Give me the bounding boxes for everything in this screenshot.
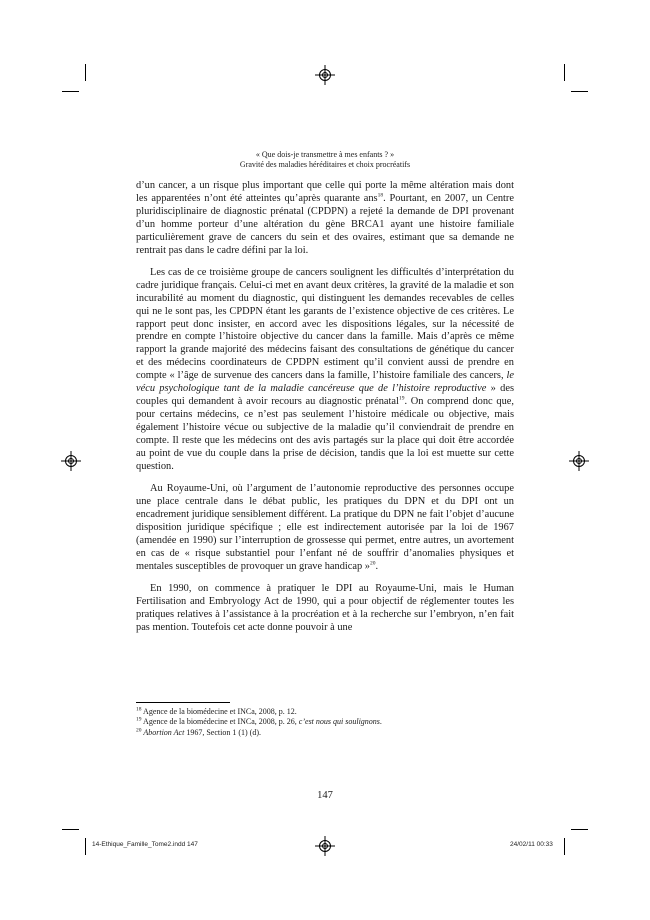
footnote-ref: 18 <box>377 192 384 199</box>
registration-target-icon <box>315 65 335 85</box>
footnote-text: Agence de la biomédecine et INCa, 2008, p. 26, <box>141 717 299 727</box>
footnote-text: Agence de la biomédecine et INCa, 2008, p. 12. <box>141 707 297 716</box>
paragraph <box>136 180 514 258</box>
crop-mark-bottom-right-h <box>571 829 588 830</box>
crop-mark-top-left-h <box>62 91 79 92</box>
footnote-separator <box>136 702 230 703</box>
footnote-20 <box>136 728 514 738</box>
footnote-19 <box>136 717 514 727</box>
footnote-italic: c’est nous qui soulignons <box>298 717 380 727</box>
paragraph <box>136 483 514 574</box>
page-number: 147 <box>317 790 333 801</box>
footnote-18 <box>136 707 514 717</box>
footnote-text: 1967, Section 1 (1) (d). <box>184 727 261 737</box>
paragraph-text: d’un cancer, a un risque plus important que celle qui porte la même altération mais dont les apparentées n’ont été atteintes qu’après quarante ans <box>136 180 514 204</box>
footnote-ref: 19 <box>398 395 405 402</box>
footnote-italic: Abortion Act <box>141 727 185 737</box>
registration-target-icon <box>569 451 589 471</box>
footnote-ref: 20 <box>370 560 376 567</box>
slug-filename: 14-Ethique_Famille_Tome2.indd 147 <box>92 841 198 848</box>
paragraph-text: En 1990, on commence à pratiquer le DPI au Royaume-Uni, mais le Human Fertilisation and Embryology Act de 1990, qui a pour objectif de réglementer toutes les pratiques relatives à l’assistance à la procréation et à la recherche sur l’embryon, n’en fait pas mention. Toutefois cet acte donne pouvoir à une <box>136 582 514 633</box>
paragraph-text: Les cas de ce troisième groupe de cancers soulignent les difficultés d’interprétation du cadre juridique français. Celui-ci met en avant deux critères, la gravité de la maladie et son incurabilité au moment du diagnostic, qui distinguent les demandes recevables de celles qui ne le sont pas, les CPDPN étant les garants de l’existence objective de ces critères. Le rapport peut donc insister, en accord avec les dispositions légales, sur la nécessité de prendre en compte l’histoire objective du cancer dans la famille. Mais d’après ce même rapport la grande majorité des médecins faisant des consultations de génétique du cancer et des médecins coordinateurs de CPDPN estiment qu’il convient aussi de prendre en compte « l’âge de survenue des cancers dans la famille, l’histoire familiale des cancers, <box>136 266 514 382</box>
crop-mark-bottom-right-v <box>564 838 565 855</box>
paragraph-text: Au Royaume-Uni, où l’argument de l’autonomie reproductive des personnes occupe une place centrale dans le débat public, les pratiques du DPN et du DPI ont un encadrement juridique sensiblement différent. La pratique du DPN ne fait l’objet d’aucune disposition juridique spécifique ; elle est indirectement autorisée par la loi de 1967 (amendée en 1990) sur l’interruption de grossesse qui permet, entre autres, un avortement en cas de « risque substantiel pour l’enfant né de souffrir d’anomalies physiques et mentales susceptibles de provoquer un grave handicap » <box>136 482 514 572</box>
registration-target-icon <box>315 836 335 856</box>
crop-mark-top-right-h <box>571 91 588 92</box>
paragraph <box>136 583 514 635</box>
paragraph-text: . Pourtant, en 2007, un Centre pluridisciplinaire de diagnostic prénatal (CPDPN) a rejeté la demande de DPI provenant d’un homme porteur d’une altération du gène BRCA1 ayant une histoire familiale particulièrement grave de cancers du sein et des ovaires, estimant que sa demande ne rentrait pas dans le cadre défini par la loi. <box>136 192 514 256</box>
paragraph-text: . <box>375 560 379 572</box>
crop-mark-top-right-v <box>564 64 565 81</box>
slug-date: 24/02/11 00:33 <box>510 841 553 848</box>
footnote-text: . <box>379 717 382 727</box>
footnote-number: 19 <box>136 716 142 723</box>
footnotes <box>136 707 514 738</box>
running-header-title: « Que dois-je transmettre à mes enfants ? » <box>255 150 395 159</box>
footnote-number: 20 <box>136 726 142 733</box>
paragraph <box>136 267 514 474</box>
running-header-subtitle: Gravité des maladies héréditaires et choix procréatifs <box>239 160 411 169</box>
footnote-number: 18 <box>136 706 142 713</box>
registration-target-icon <box>61 451 81 471</box>
crop-mark-top-left-v <box>85 64 86 81</box>
body-text <box>136 180 514 643</box>
paragraph-text: . On comprend donc que, pour certains médecins, ce n’est pas seulement l’histoire médicale ou objective, mais également l’histoire vécue ou subjective de la maladie qu’il conviendrait de prendre en compte. Il reste que les médecins ont des avis partagés sur la place qui doit être accordée au point de vue du couple dans la prise de décision, tandis que la loi est muette sur cette question. <box>136 396 514 473</box>
paragraph-text: » des couples qui demandent à avoir recours au diagnostic prénatal <box>136 383 514 408</box>
crop-mark-bottom-left-v <box>85 838 86 855</box>
crop-mark-bottom-left-h <box>62 829 79 830</box>
running-header <box>136 150 514 170</box>
paragraph-italic: le vécu psychologique tant de la maladie cancéreuse que de l’histoire reproductive <box>136 370 514 395</box>
